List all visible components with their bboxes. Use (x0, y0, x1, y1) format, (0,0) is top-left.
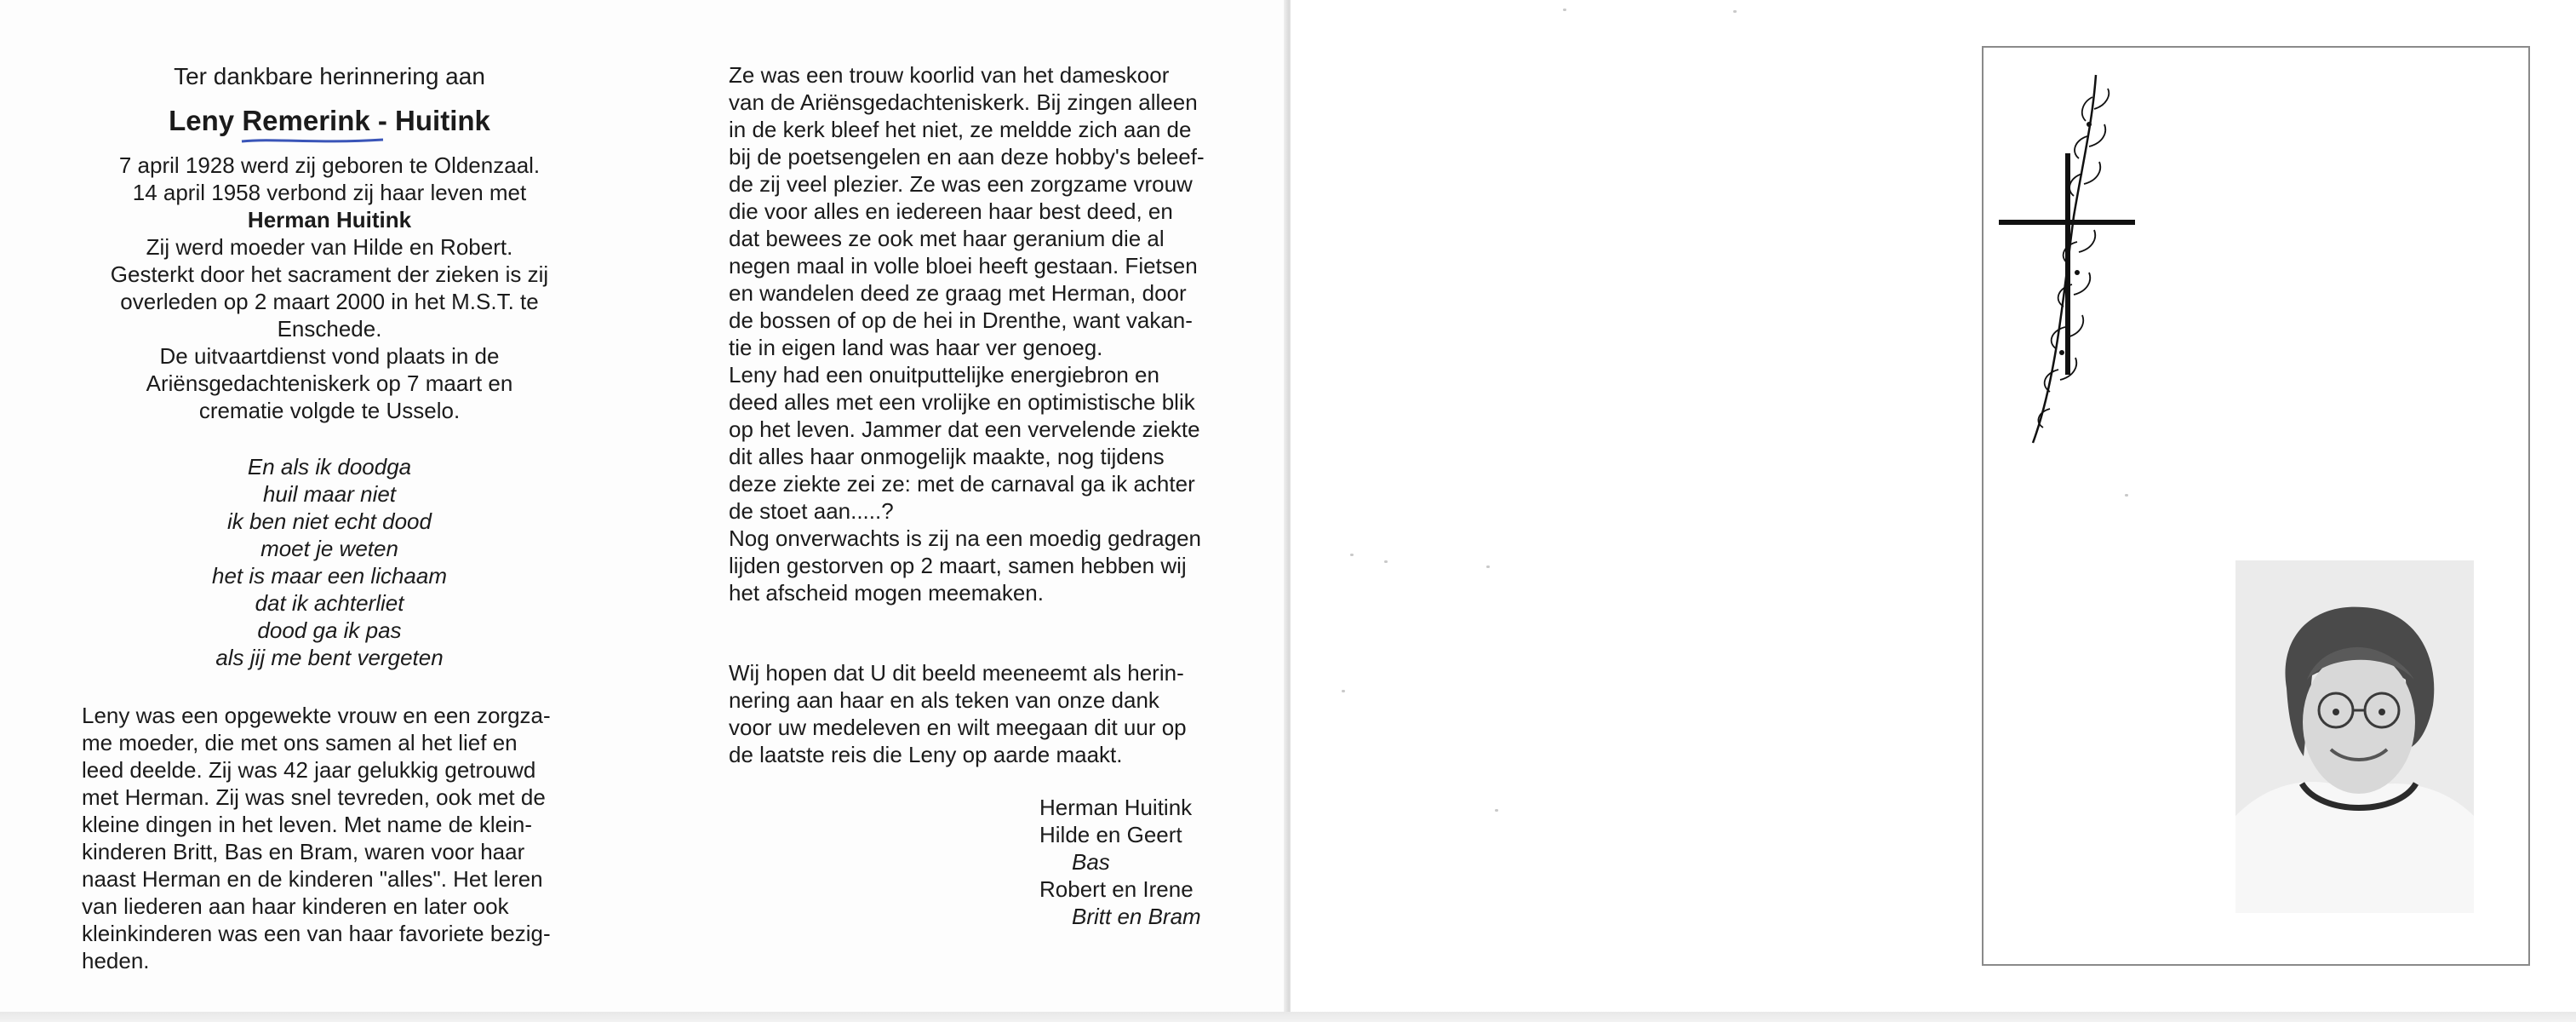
story-line: Nog onverwachts is zij na een moedig gedragen (729, 525, 1202, 551)
story-line: op het leven. Jammer dat een vervelende ziekte (729, 416, 1200, 442)
poem-line: dat ik achterliet (255, 590, 404, 616)
poem-line: ik ben niet echt dood (227, 508, 432, 534)
story-line: de zij veel plezier. Ze was een zorgzame vrouw (729, 171, 1193, 197)
story-line: dit alles haar onmogelijk maakte, nog tijdens (729, 444, 1165, 469)
tribute-line: kinderen Britt, Bas en Bram, waren voor haar (82, 839, 525, 864)
inside-left-page (0, 0, 1289, 1012)
story-line: in de kerk bleef het niet, ze meldde zich aan de (729, 117, 1192, 142)
story-line: Ze was een trouw koorlid van het dameskoor (729, 62, 1170, 88)
bio-line: Zij werd moeder van Hilde en Robert. (146, 234, 513, 260)
story-line: deze ziekte zei ze: met de carnaval ga ik achter (729, 471, 1195, 497)
deceased-name (82, 102, 577, 140)
bio-line: Gesterkt door het sacrament der zieken is zij (110, 261, 549, 287)
right-column (729, 61, 1224, 930)
story-line: tie in eigen land was haar ver genoeg. (729, 335, 1103, 360)
story-line: bij de poetsengelen en aan deze hobby's beleef- (729, 144, 1205, 169)
bio-line: Enschede. (277, 316, 382, 342)
bio-line: 7 april 1928 werd zij geboren te Oldenzaal. (118, 152, 541, 178)
tribute-line: kleinkinderen was een van haar favoriete bezig- (82, 921, 551, 946)
tribute-line: kleine dingen in het leven. Met name de klein- (82, 812, 532, 837)
story-line: lijden gestorven op 2 maart, samen hebben wij (729, 553, 1187, 578)
intro-line: Ter dankbare herinnering aan (174, 63, 485, 89)
story-line: de stoet aan.....? (729, 498, 894, 524)
spouse-name: Herman Huitink (247, 207, 412, 233)
tribute-line: me moeder, die met ons samen al het lief en (82, 730, 518, 755)
closing-line: Wij hopen dat U dit beeld meeneemt als herin- (729, 660, 1184, 686)
bio-line: 14 april 1958 verbond zij haar leven met (132, 180, 527, 205)
story-paragraph (729, 61, 1224, 606)
deceased-name-text: Leny Remerink - Huitink (169, 105, 490, 136)
story-line: van de Ariënsgedachteniskerk. Bij zingen alleen (729, 89, 1198, 115)
tribute-line: naast Herman en de kinderen "alles". Het leren (82, 866, 543, 892)
story-line: negen maal in volle bloei heeft gestaan. Fietsen (729, 253, 1198, 278)
story-line: die voor alles en iedereen haar best deed, en (729, 198, 1173, 224)
closing-line: voor uw medeleven en wilt meegaan dit uur op (729, 715, 1187, 740)
tribute-line: heden. (82, 948, 150, 973)
biography-block (82, 152, 577, 424)
family-signatures (1039, 794, 1224, 930)
tribute-line: leed deelde. Zij was 42 jaar gelukkig getrouwd (82, 757, 536, 783)
poem-line: huil maar niet (262, 481, 397, 507)
poem-line: het is maar een lichaam (211, 563, 448, 589)
poem-line: dood ga ik pas (257, 617, 402, 643)
closing-paragraph (729, 659, 1224, 768)
signer-name: Hilde en Geert (1039, 822, 1182, 847)
tribute-paragraph (82, 702, 577, 974)
tribute-line: van liederen aan haar kinderen en later ook (82, 893, 509, 919)
story-line: en wandelen deed ze graag met Herman, door (729, 280, 1187, 306)
bio-line: crematie volgde te Usselo. (198, 398, 461, 423)
story-line: het afscheid mogen meemaken. (729, 580, 1044, 606)
bio-line: Ariënsgedachteniskerk op 7 maart en (146, 370, 513, 396)
story-line: de bossen of op de hei in Drenthe, want vakan- (729, 307, 1193, 333)
poem-line: moet je weten (260, 536, 398, 561)
closing-line: de laatste reis die Leny op aarde maakt. (729, 742, 1123, 767)
page-bottom-edge (0, 1012, 2576, 1022)
signer-name: Bas (1072, 849, 1110, 875)
tribute-line: Leny was een opgewekte vrouw en een zorgza- (82, 703, 551, 728)
story-line: dat bewees ze ook met haar geranium die al (729, 226, 1165, 251)
tribute-line: met Herman. Zij was snel tevreden, ook met de (82, 784, 546, 810)
bio-line: De uitvaartdienst vond plaats in de (159, 343, 500, 369)
story-line: Leny had een onuitputtelijke energiebron en (729, 362, 1159, 388)
left-column (82, 61, 577, 974)
cross-with-olive-branch-icon (1997, 72, 2142, 450)
poem-line: En als ik doodga (247, 454, 412, 479)
story-line: deed alles met een vrolijke en optimistische blik (729, 389, 1195, 415)
signer-name: Britt en Bram (1072, 904, 1201, 929)
pen-underline-mark (240, 136, 385, 145)
closing-line: nering aan haar en als teken van onze dank (729, 687, 1159, 713)
portrait-photo (2235, 560, 2474, 913)
poem-line: als jij me bent vergeten (215, 645, 444, 670)
signer-name: Robert en Irene (1039, 876, 1194, 902)
poem-block (82, 453, 577, 671)
portrait-image (2235, 560, 2474, 913)
bio-line: overleden op 2 maart 2000 in het M.S.T. te (120, 289, 539, 314)
signer-name: Herman Huitink (1039, 795, 1193, 820)
